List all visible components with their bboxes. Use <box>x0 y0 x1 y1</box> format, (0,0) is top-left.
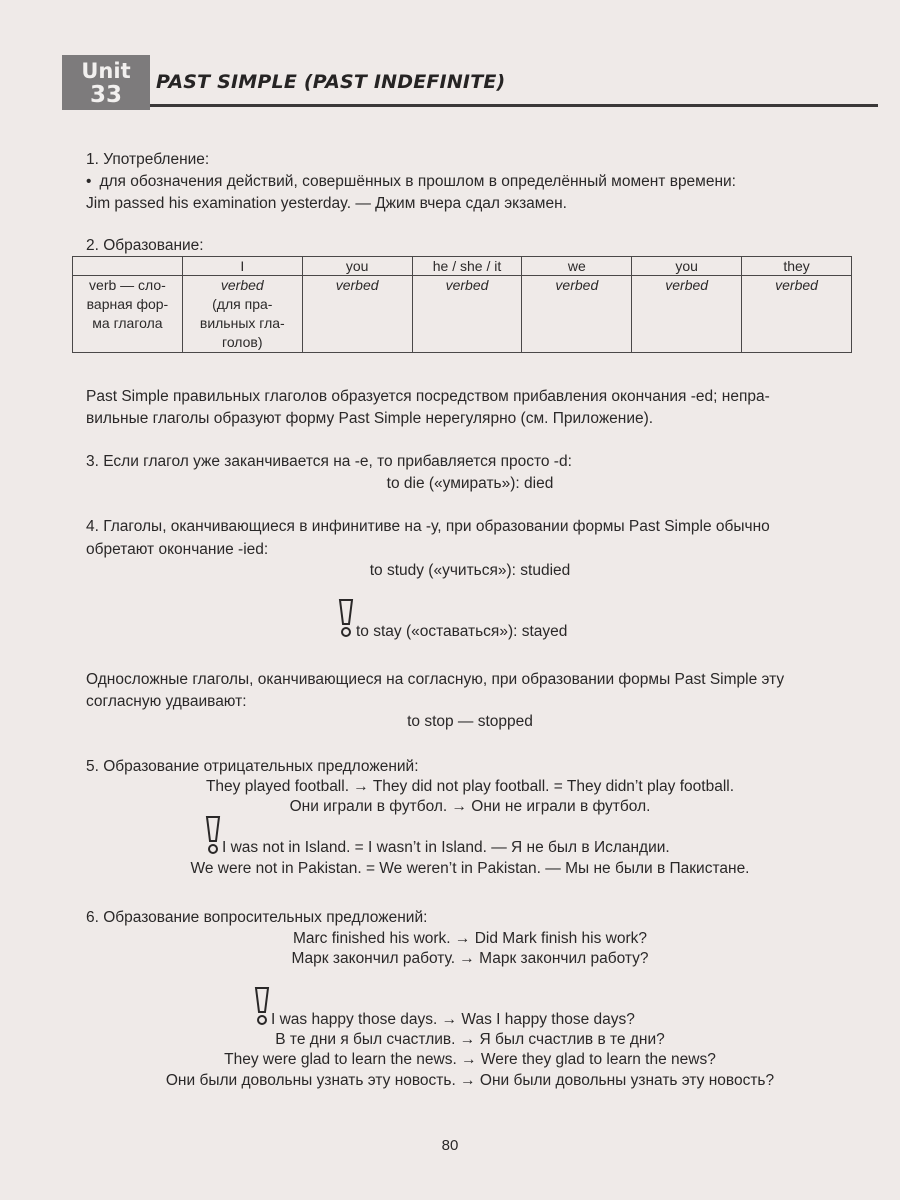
table-header-cell: we <box>522 257 632 276</box>
table-cell-line: ма глагола <box>92 315 163 331</box>
conjugation-table <box>72 256 852 353</box>
table-cell-line: verbed <box>220 277 264 293</box>
table-cell-verb <box>73 276 183 353</box>
section3-example: to die («умирать»): died <box>386 475 554 492</box>
section1-heading: 1. Употребление: <box>86 151 210 168</box>
section5-example1: They played football. → They did not play football. = They didn’t play football. <box>205 778 735 795</box>
section2-para-line2: вильные глаголы образуют форму Past Simple нерегулярно (см. Приложение). <box>86 410 654 427</box>
section5-heading: 5. Образование отрицательных предложений: <box>86 758 419 775</box>
section4-line1: 4. Глаголы, оканчивающиеся в инфинитиве на -у, при образовании формы Past Simple обычно <box>86 518 770 535</box>
table-cell-line: голов) <box>222 334 263 350</box>
section5-note1: I was not in Island. = I wasn’t in Island. — Я не был в Исландии. <box>222 839 670 856</box>
bullet-icon: • <box>86 173 92 190</box>
table-cell-line: verb — сло- <box>89 277 166 293</box>
section6-note2: В те дни я был счастлив. → Я был счастлив в те дни? <box>275 1031 665 1048</box>
section4-example2: to stop — stopped <box>407 713 533 730</box>
table-header-cell: he / she / it <box>412 257 522 276</box>
table-cell: verbed <box>412 276 522 353</box>
section5-note2: We were not in Pakistan. = We weren’t in Pakistan. — Мы не были в Пакистане. <box>190 860 750 877</box>
table-header-cell: you <box>632 257 742 276</box>
page-number: 80 <box>441 1137 459 1154</box>
table-cell: verbed <box>302 276 412 353</box>
section3-heading: 3. Если глагол уже заканчивается на -е, то прибавляется просто -d: <box>86 453 572 470</box>
table-header-row <box>73 257 852 276</box>
section2-para-line1: Past Simple правильных глаголов образуется посредством прибавления окончания -ed; непра- <box>86 388 770 405</box>
section1-bullet-row <box>86 172 736 192</box>
table-cell: verbed <box>742 276 852 353</box>
section6-note1: I was happy those days. → Was I happy those days? <box>271 1011 635 1028</box>
unit-label: Unit <box>81 59 131 83</box>
table-header-cell <box>73 257 183 276</box>
section4-para-line2: согласную удваивают: <box>86 693 247 710</box>
section6-heading: 6. Образование вопросительных предложений: <box>86 909 428 926</box>
table-header-cell: they <box>742 257 852 276</box>
section4-para-line1: Односложные глаголы, оканчивающиеся на согласную, при образовании формы Past Simple эту <box>86 671 785 688</box>
table-cell-line: (для пра- <box>212 296 273 312</box>
header-divider <box>150 104 878 107</box>
section5-example2: Они играли в футбол. → Они не играли в футбол. <box>289 798 651 815</box>
table-cell-line: вильных гла- <box>199 315 285 331</box>
table-cell-line: варная фор- <box>86 296 169 312</box>
unit-badge <box>62 55 150 110</box>
section6-example1: Marc finished his work. → Did Mark finish his work? <box>292 930 648 947</box>
section6-note4: Они были довольны узнать эту новость. → Они были довольны узнать эту новость? <box>165 1072 775 1089</box>
attention-icon <box>253 986 271 1026</box>
attention-icon <box>337 598 355 638</box>
table-row <box>73 276 852 353</box>
section6-example2: Марк закончил работу. → Марк закончил работу? <box>291 950 649 967</box>
attention-icon <box>204 815 222 855</box>
table-cell: verbed <box>522 276 632 353</box>
section4-note: to stay («оставаться»): stayed <box>356 623 568 640</box>
section4-line2: обретают окончание -ied: <box>86 541 269 558</box>
section2-heading: 2. Образование: <box>86 237 204 254</box>
table-cell: verbed <box>632 276 742 353</box>
section6-note3: They were glad to learn the news. → Were they glad to learn the news? <box>224 1051 716 1068</box>
table-cell-i <box>182 276 302 353</box>
section4-example: to study («учиться»): studied <box>369 562 571 579</box>
table-header-cell: I <box>182 257 302 276</box>
section1-bullet: для обозначения действий, совершённых в прошлом в определённый момент времени: <box>99 173 736 190</box>
page-title: PAST SIMPLE (PAST INDEFINITE) <box>156 71 506 93</box>
table-header-cell: you <box>302 257 412 276</box>
unit-number: 33 <box>89 82 122 108</box>
section1-example: Jim passed his examination yesterday. — Джим вчера сдал экзамен. <box>86 195 567 212</box>
